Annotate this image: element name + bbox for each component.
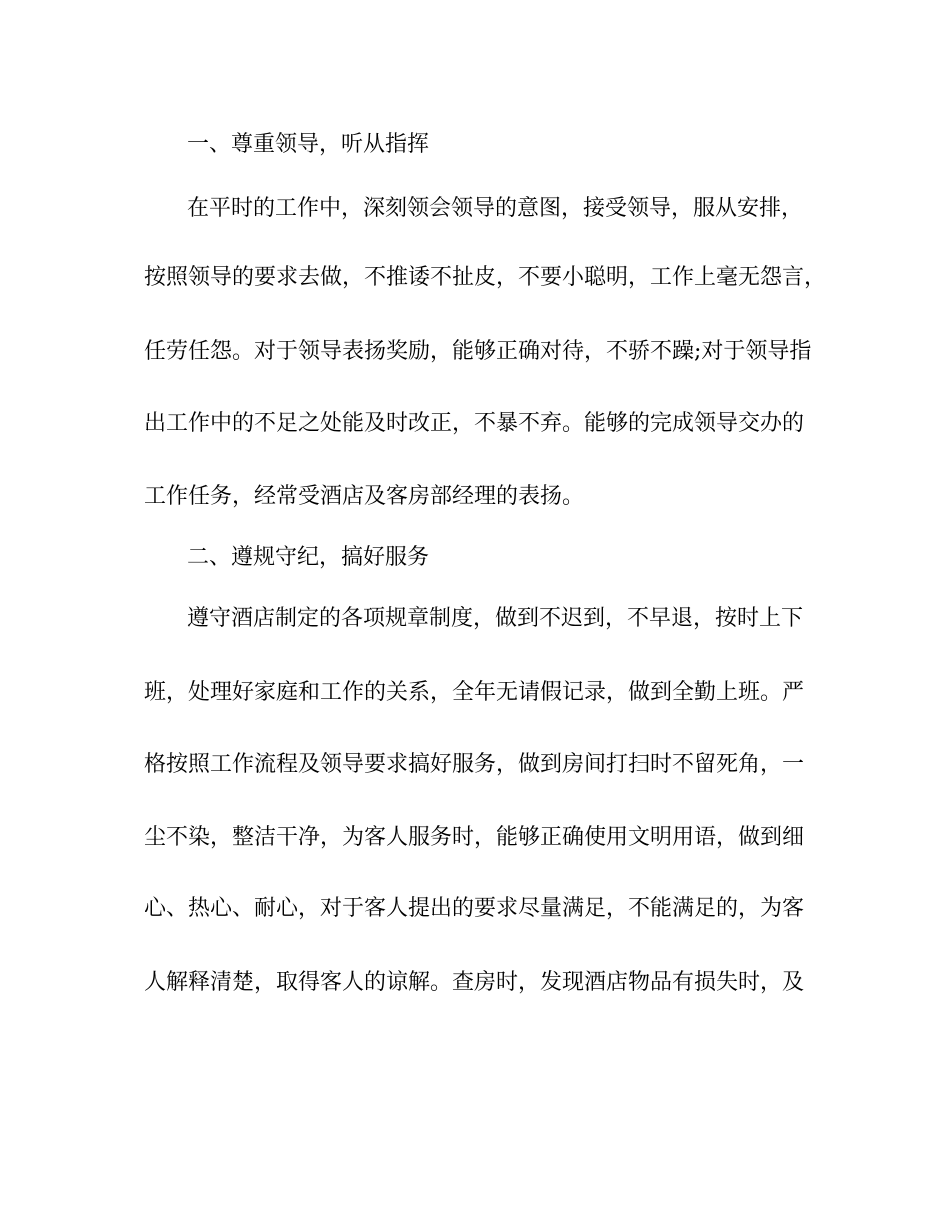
paragraph-line: 在平时的工作中，深刻领会领导的意图，接受领导，服从安排， xyxy=(187,196,804,221)
paragraph-line: 尘不染，整洁干净，为客人服务时，能够正确使用文明用语，做到细 xyxy=(144,825,805,850)
paragraph-line: 遵守酒店制定的各项规章制度，做到不迟到，不早退，按时上下 xyxy=(187,606,804,631)
paragraph-line: 任劳任怨。对于领导表扬奖励，能够正确对待，不骄不躁;对于领导指 xyxy=(144,339,812,364)
paragraph-line: 心、热心、耐心，对于客人提出的要求尽量满足，不能满足的，为客 xyxy=(144,896,805,921)
paragraph-line: 出工作中的不足之处能及时改正，不暴不弃。能够的完成领导交办的 xyxy=(144,411,805,436)
paragraph-line: 格按照工作流程及领导要求搞好服务，做到房间打扫时不留死角，一 xyxy=(144,752,805,777)
paragraph-line: 班，处理好家庭和工作的关系，全年无请假记录，做到全勤上班。严 xyxy=(144,680,805,705)
section-heading-2: 二、遵规守纪，搞好服务 xyxy=(187,545,430,570)
paragraph-line: 工作任务，经常受酒店及客房部经理的表扬。 xyxy=(144,484,585,509)
paragraph-line: 人解释清楚，取得客人的谅解。查房时，发现酒店物品有损失时，及 xyxy=(144,970,805,995)
paragraph-line: 按照领导的要求去做，不推诿不扯皮，不要小聪明，工作上毫无怨言， xyxy=(144,265,827,290)
section-heading-1: 一、尊重领导，听从指挥 xyxy=(187,132,430,157)
